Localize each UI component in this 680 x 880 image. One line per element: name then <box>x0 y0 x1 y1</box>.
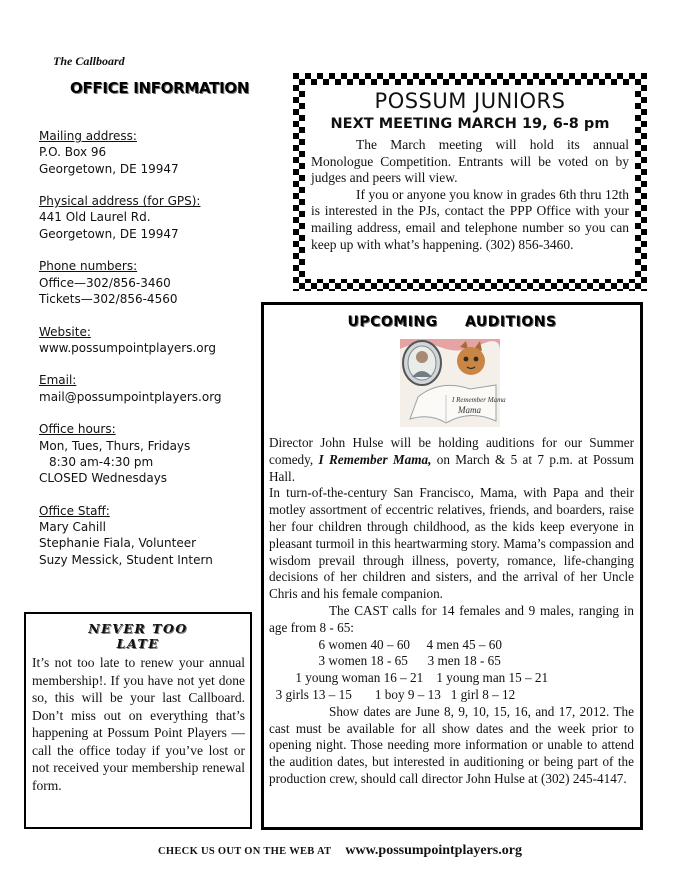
staff-member: Suzy Messick, Student Intern <box>39 552 213 567</box>
juniors-paragraph: The March meeting will hold its annual Monologue Competition. Entrants will be voted on by judges and peers will view. <box>311 137 629 186</box>
show-dates-paragraph: Show dates are June 8, 9, 10, 15, 16, and 17, 2012. The cast must be available for all show dates and the week prior to opening night. Those needing more information or unable to attend the audition dates, but interested in auditioning or being part of the production crew, should call director John Hulse at (302) 245-4147. <box>269 703 634 786</box>
juniors-paragraph: If you or anyone you know in grades 6th thru 12th is interested in the PJs, contact the PPP Office with your mailing address, email and telephone number so you can keep up with what’s happening. (302) 856-3460. <box>311 186 629 252</box>
email-link[interactable]: mail@possumpointplayers.org <box>39 389 222 404</box>
possum-juniors-box <box>293 73 647 291</box>
cast-roles-line: 3 women 18 - 65 3 men 18 - 65 <box>269 653 501 669</box>
office-hours-days: Mon, Tues, Thurs, Fridays <box>39 438 191 453</box>
physical-address-line1: 441 Old Laurel Rd. <box>39 210 151 225</box>
next-meeting-heading: NEXT MEETING MARCH 19, 6-8 pm <box>330 116 610 132</box>
i-remember-mama-poster-image <box>400 339 506 427</box>
svg-text:Mama: Mama <box>458 405 481 415</box>
cast-roles-list <box>269 637 634 704</box>
website-label: Website: <box>39 324 91 339</box>
membership-renewal-text: It’s not too late to renew your annual membership!. If you have not yet done so, this will be your last Callboard. Don’t miss out on everything that’s happening at Possum Point Players — call the office today if you’ve lost or not received your membership renewal form. <box>32 655 245 793</box>
mailing-address-line2: Georgetown, DE 19947 <box>39 161 179 176</box>
newsletter-masthead: The Callboard <box>53 54 125 68</box>
physical-address-label: Physical address (for GPS): <box>39 194 201 209</box>
phone-tickets: Tickets—302/856-4560 <box>39 291 178 306</box>
cast-roles-line: 3 girls 13 – 15 1 boy 9 – 13 1 girl 8 – 12 <box>269 686 516 702</box>
office-staff-block <box>39 503 259 568</box>
possum-juniors-content <box>305 85 635 279</box>
auditions-intro-before: Director John Hulse will be holding auditions for our Summer comedy, <box>269 435 634 467</box>
phone-label: Phone numbers: <box>39 259 138 274</box>
physical-address-block <box>39 193 259 242</box>
office-staff-label: Office Staff: <box>39 503 110 518</box>
footer <box>0 841 680 859</box>
possum-juniors-text <box>311 137 629 253</box>
email-block <box>39 372 259 405</box>
footer-website-link[interactable]: www.possumpointplayers.org <box>345 843 522 858</box>
show-synopsis: In turn-of-the-century San Francisco, Mama, with Papa and their motley assortment of eccentric relatives, friends, and boarders, raise her four children through childhood, as the kids keep everyone in pleasant turmoil in this heartwarming story. Mama’s compassion and wisdom prevail through illness, poverty, romance, life-changing decisions of her children and sisters, and the arrival of her Uncle Chris and his female companion. <box>269 485 634 602</box>
physical-address-line2: Georgetown, DE 19947 <box>39 226 179 241</box>
never-too-late-box <box>24 612 252 829</box>
staff-member: Stephanie Fiala, Volunteer <box>39 536 197 551</box>
upcoming-auditions-box <box>261 302 643 830</box>
upcoming-auditions-heading: UPCOMING AUDITIONS <box>347 314 557 330</box>
phone-office: Office—302/856-3460 <box>39 275 171 290</box>
office-hours-time: 8:30 am-4:30 pm <box>49 454 154 469</box>
office-hours-label: Office hours: <box>39 422 116 437</box>
website-link[interactable]: www.possumpointplayers.org <box>39 340 216 355</box>
staff-member: Mary Cahill <box>39 520 106 535</box>
mailing-address-block <box>39 128 259 177</box>
cast-roles-line: 6 women 40 – 60 4 men 45 – 60 <box>269 636 502 652</box>
website-block <box>39 324 259 357</box>
office-information-heading: OFFICE INFORMATION <box>70 79 250 97</box>
phone-block <box>39 258 259 307</box>
poster-title-text: I Remember Mama <box>452 396 506 404</box>
auditions-intro-after: on March & 5 at 7 p.m. at Possum Hall. <box>269 451 635 484</box>
auditions-intro <box>269 435 634 485</box>
footer-label: CHECK US OUT ON THE WEB AT <box>158 846 332 857</box>
cast-intro: The CAST calls for 14 females and 9 males, ranging in age from 8 - 65: <box>269 602 634 635</box>
mailing-address-label: Mailing address: <box>39 129 137 143</box>
show-title: I Remember Mama, <box>318 451 432 467</box>
office-info-column <box>39 128 259 584</box>
mailing-address-line1: P.O. Box 96 <box>39 145 107 160</box>
office-hours-block <box>39 421 259 486</box>
office-hours-closed: CLOSED Wednesdays <box>39 471 168 486</box>
cast-roles-line: 1 young woman 16 – 21 1 young man 15 – 21 <box>269 670 549 686</box>
possum-juniors-title: POSSUM JUNIORS <box>374 89 566 113</box>
never-too-late-heading <box>26 621 250 651</box>
never-too-late-heading-line2: LATE <box>116 636 160 651</box>
never-too-late-heading-line1: NEVER TOO <box>88 621 188 636</box>
email-label: Email: <box>39 373 77 388</box>
auditions-text <box>269 435 634 788</box>
